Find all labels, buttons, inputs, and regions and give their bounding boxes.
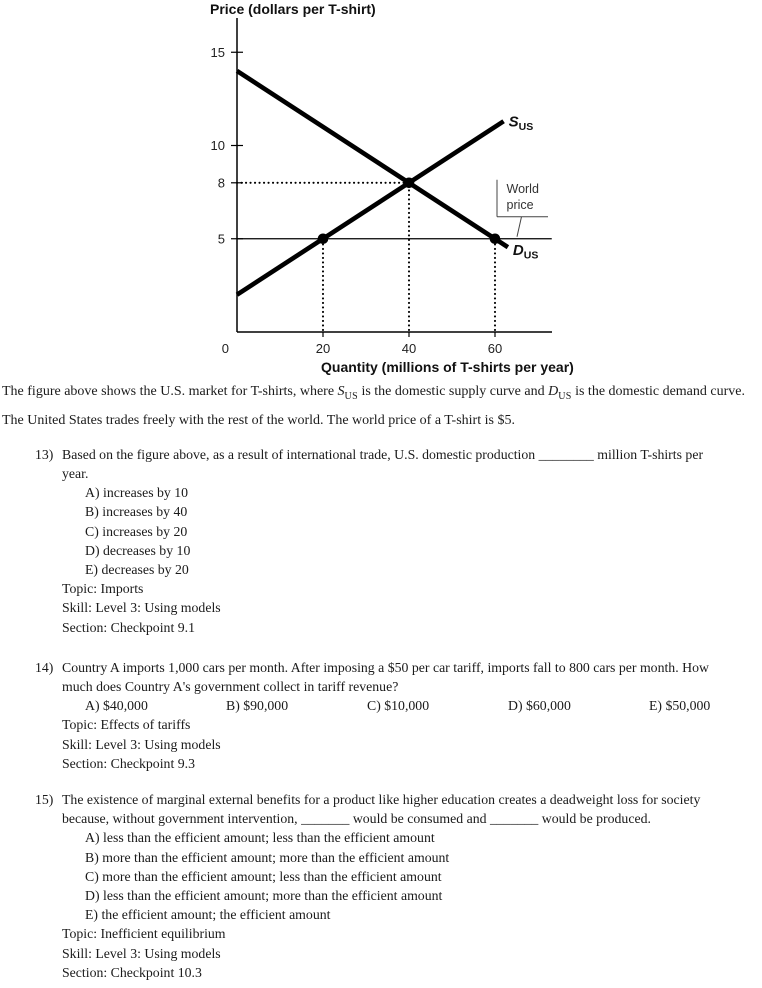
x-tick-label: 20 xyxy=(315,341,331,356)
question-14 xyxy=(35,658,762,773)
question-15-option-d: D) less than the efficient amount; more than the efficient amount xyxy=(85,888,443,904)
question-13 xyxy=(35,445,762,637)
demand-curve xyxy=(237,71,508,247)
question-15-option-e: E) the efficient amount; the efficient amount xyxy=(85,907,331,923)
world-price-callout xyxy=(517,217,522,237)
question-15-meta xyxy=(62,924,762,982)
question-14-skill: Skill: Level 3: Using models xyxy=(62,736,221,752)
question-14-option-b: B) $90,000 xyxy=(226,698,289,714)
question-15 xyxy=(35,790,762,982)
question-14-number: 14) xyxy=(35,659,54,675)
question-14-options xyxy=(85,696,762,715)
question-13-section: Section: Checkpoint 9.1 xyxy=(62,619,195,635)
question-13-topic: Topic: Imports xyxy=(62,581,144,597)
question-14-section: Section: Checkpoint 9.3 xyxy=(62,755,195,771)
chart-title: Price (dollars per T-shirt) xyxy=(210,1,376,17)
question-15-option-a: A) less than the efficient amount; less than the efficient amount xyxy=(85,830,435,846)
caption-part2: is the domestic supply curve and xyxy=(357,384,549,399)
question-15-option-c: C) more than the efficient amount; less than the efficient amount xyxy=(85,868,442,884)
supply-symbol: S xyxy=(337,384,345,399)
x-axis-title: Quantity (millions of T-shirts per year) xyxy=(321,359,574,375)
question-13-options xyxy=(85,483,762,579)
question-13-option-b: B) increases by 40 xyxy=(85,504,188,520)
question-15-skill: Skill: Level 3: Using models xyxy=(62,945,221,961)
question-13-option-a: A) increases by 10 xyxy=(85,485,189,501)
question-14-option-e: E) $50,000 xyxy=(649,698,711,714)
question-14-option-a: A) $40,000 xyxy=(85,698,148,714)
question-15-number: 15) xyxy=(35,792,54,808)
question-13-meta xyxy=(62,579,762,637)
supply-symbol-sub: US xyxy=(344,390,358,402)
x-tick-label: 0 xyxy=(221,341,229,356)
world-price-label: World xyxy=(506,181,539,196)
question-15-topic: Topic: Inefficient equilibrium xyxy=(62,926,226,942)
question-13-option-e: E) decreases by 20 xyxy=(85,562,189,578)
y-tick-label: 15 xyxy=(210,44,225,60)
question-15-option-b: B) more than the efficient amount; more than the efficient amount xyxy=(85,849,450,865)
marker-dot xyxy=(318,233,329,244)
question-13-number: 13) xyxy=(35,446,54,462)
y-tick-label: 8 xyxy=(217,175,225,191)
question-15-options xyxy=(85,828,762,924)
caption-part3: is the domestic demand curve. The United States trades freely with the rest of the world. The world price of a T-shirt is $5. xyxy=(2,384,745,429)
question-15-section: Section: Checkpoint 10.3 xyxy=(62,964,202,980)
question-14-text: Country A imports 1,000 cars per month. After imposing a $50 per car tariff, imports fall to 800 cars per month. How much does Country A's government collect in tariff revenue? xyxy=(62,659,709,695)
figure-caption xyxy=(0,380,760,434)
question-14-meta xyxy=(62,715,762,773)
caption-part1: The figure above shows the U.S. market for T-shirts, where xyxy=(2,384,338,399)
market-chart xyxy=(180,0,580,378)
world-price-label: price xyxy=(506,197,534,212)
question-14-topic: Topic: Effects of tariffs xyxy=(62,717,191,733)
question-14-option-d: D) $60,000 xyxy=(508,698,571,714)
x-tick-label: 60 xyxy=(487,341,503,356)
market-figure xyxy=(0,0,762,378)
marker-dot xyxy=(404,178,415,189)
question-13-option-c: C) increases by 20 xyxy=(85,523,188,539)
demand-curve-label: $D_{US}$ xyxy=(512,242,539,262)
marker-dot xyxy=(490,233,501,244)
x-tick-label: 40 xyxy=(401,341,417,356)
y-tick-label: 5 xyxy=(217,231,225,247)
question-14-option-c: C) $10,000 xyxy=(367,698,430,714)
demand-symbol-sub: US xyxy=(558,390,572,402)
question-13-option-d: D) decreases by 10 xyxy=(85,542,191,558)
question-15-text: The existence of marginal external benefits for a product like higher education creates a deadweight loss for society because, without government intervention, _______ would be consumed and _______ would be produced. xyxy=(62,792,701,827)
question-13-skill: Skill: Level 3: Using models xyxy=(62,600,221,616)
demand-symbol: D xyxy=(548,384,559,399)
question-13-text: Based on the figure above, as a result of international trade, U.S. domestic production ________ million T-shirts per year. xyxy=(62,446,704,481)
supply-curve xyxy=(237,121,504,294)
y-tick-label: 10 xyxy=(210,138,225,153)
supply-curve-label: $S_{US}$ xyxy=(508,113,534,133)
